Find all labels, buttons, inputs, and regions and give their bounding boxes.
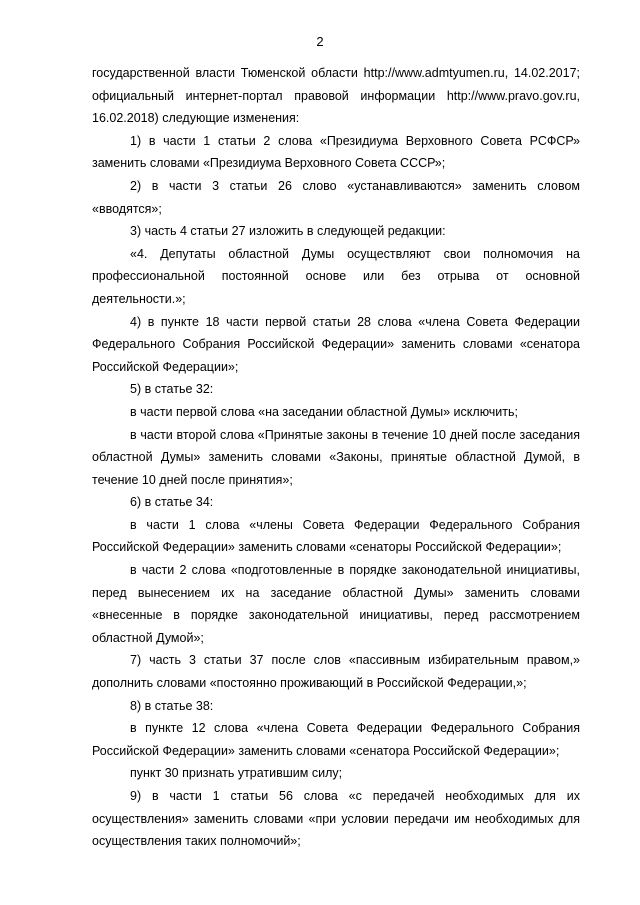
paragraph-item-4: 4) в пункте 18 части первой статьи 28 слова «члена Совета Федерации Федерального Собрания Российской Федерации» заменить словами «сенатора Российской Федерации»; (92, 314, 580, 374)
paragraph-item-8-part-1: в пункте 12 слова «члена Совета Федерации Федерального Собрания Российской Федерации» заменить словами «сенатора Российской Федерации»; (92, 721, 580, 758)
paragraph-item-2: 2) в части 3 статьи 26 слово «устанавливаются» заменить словом «вводятся»; (92, 178, 580, 216)
paragraph-item-5-part-2: в части второй слова «Принятые законы в течение 10 дней после заседания областной Думы» заменить словами «Законы, принятые областной Думой, в течение 10 дней после принятия»; (92, 427, 580, 487)
page-number: 2 (316, 34, 324, 49)
paragraph-item-1: 1) в части 1 статьи 2 слова «Президиума Верховного Совета РСФСР» заменить словами «Президиума Верховного Совета СССР»; (92, 133, 580, 171)
paragraph-item-6: 6) в статье 34: (130, 495, 214, 510)
paragraph-item-8: 8) в статье 38: (130, 698, 214, 713)
paragraph-item-5-part-1: в части первой слова «на заседании областной Думы» исключить; (130, 404, 519, 419)
paragraph-continuation: государственной власти Тюменской области http://www.admtyumen.ru, 14.02.2017; официальный интернет-портал правовой информации http://www.pravo.gov.ru, 16.02.2018) следующие изменения: (92, 66, 580, 126)
paragraph-item-6-part-1: в части 1 слова «члены Совета Федерации Федерального Собрания Российской Федерации» заменить словами «сенаторы Российской Федерации»; (92, 517, 580, 555)
paragraph-item-7: 7) часть 3 статьи 37 после слов «пассивным избирательным правом,» дополнить словами «постоянно проживающий в Российской Федерации,»; (92, 653, 580, 691)
paragraph-item-8-part-2: пункт 30 признать утратившим силу; (130, 766, 343, 781)
paragraph-item-3: 3) часть 4 статьи 27 изложить в следующей редакции: (130, 224, 446, 239)
paragraph-item-9: 9) в части 1 статьи 56 слова «с передачей необходимых для их осуществления» заменить словами «при условии передачи им необходимых для осуществления таких полномочий»; (92, 789, 580, 849)
document-body (92, 62, 580, 853)
paragraph-item-5: 5) в статье 32: (130, 382, 214, 397)
paragraph-item-6-part-2: в части 2 слова «подготовленные в порядке законодательной инициативы, перед вынесением их на заседание областной Думы» заменить словами «внесенные в порядке законодательной инициативы, перед рассмотрением областной Думой»; (92, 563, 580, 645)
paragraph-item-3-text: «4. Депутаты областной Думы осуществляют свои полномочия на профессиональной постоянной основе или без отрыва от основной деятельности.»; (92, 246, 580, 306)
